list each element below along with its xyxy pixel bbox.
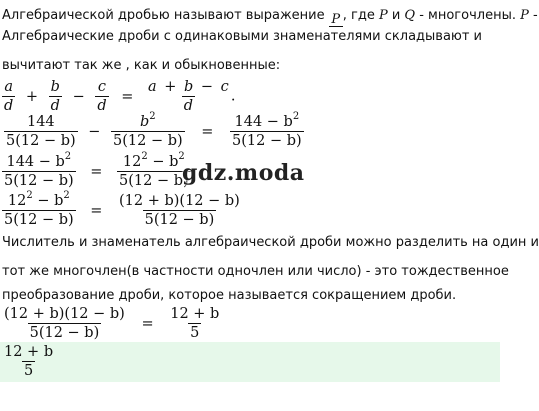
frac-c-d xyxy=(95,78,108,115)
step2-n2-sup: 2 xyxy=(141,151,148,162)
step-3 xyxy=(2,192,242,229)
f1-plus: + xyxy=(25,88,39,105)
step2-n2: 12 xyxy=(122,154,142,170)
f1-b: b xyxy=(50,79,60,95)
step3-n2: (12 + b)(12 − b) xyxy=(119,193,240,209)
step2-frac-1 xyxy=(2,153,76,190)
formula-general xyxy=(2,78,235,115)
step1-d1: 5(12 − b) xyxy=(6,133,76,149)
frac-a-d xyxy=(2,78,15,115)
frac-abc-d xyxy=(146,78,231,115)
answer-den: 5 xyxy=(23,363,34,379)
step1-eq: = xyxy=(201,123,214,140)
step1-d3: 5(12 − b) xyxy=(232,133,302,149)
step-2 xyxy=(2,153,191,190)
rule-line-2: вычитают так же , как и обыкновенные: xyxy=(2,58,281,73)
intro-tail: - многочлены. xyxy=(415,8,521,23)
f1-d1: d xyxy=(4,98,14,114)
step2-n1-sup: 2 xyxy=(64,151,72,162)
step-1 xyxy=(4,113,304,150)
intro-p2: P xyxy=(520,8,529,23)
step1-frac-3 xyxy=(230,113,304,150)
frac-b-d xyxy=(49,78,62,115)
step4-eq: = xyxy=(141,315,154,332)
f1-d2: d xyxy=(50,98,60,114)
step1-d2: 5(12 − b) xyxy=(113,133,183,149)
step4-d2: 5 xyxy=(190,325,200,341)
step2-n1: 144 − b xyxy=(6,154,65,170)
step2-eq: = xyxy=(90,163,103,180)
intro-frac-num: P xyxy=(331,12,341,27)
step2-n2-tail-sup: 2 xyxy=(178,151,185,162)
step1-n2: b xyxy=(140,114,150,130)
intro-q: Q xyxy=(404,8,416,23)
step4-frac-2 xyxy=(168,305,221,342)
step3-eq: = xyxy=(90,202,103,219)
intro-p: P xyxy=(378,8,388,23)
f1-a: a xyxy=(4,79,13,95)
f1-minus: − xyxy=(72,88,85,105)
step3-frac-2 xyxy=(117,192,242,229)
para-line-3: преобразование дроби, которое называется сокращением дроби. xyxy=(2,288,457,303)
intro-lead: Алгебраической дробью называют выражение xyxy=(2,8,329,23)
step1-frac-2 xyxy=(111,113,185,150)
step1-frac-1 xyxy=(4,113,78,150)
step1-n2-sup: 2 xyxy=(149,111,156,122)
step3-d1: 5(12 − b) xyxy=(4,212,74,228)
step4-n2: 12 + b xyxy=(170,306,220,322)
watermark: gdz.moda xyxy=(182,160,305,186)
step2-d2: 5(12 − b) xyxy=(119,173,189,189)
step3-n1-tail: − b xyxy=(32,193,64,209)
answer-num: 12 + b xyxy=(4,344,54,360)
step1-n3-sup: 2 xyxy=(292,111,300,122)
step3-frac-1 xyxy=(2,192,76,229)
step2-d1: 5(12 − b) xyxy=(4,173,74,189)
step1-n3: 144 − b xyxy=(234,114,293,130)
f1-dot: . xyxy=(230,88,236,105)
intro-and: и xyxy=(387,8,405,23)
f1-c: c xyxy=(97,79,107,95)
step3-n1-tail-sup: 2 xyxy=(63,190,70,201)
answer-highlight xyxy=(0,342,500,382)
step2-frac-2 xyxy=(117,153,191,190)
step2-n2-tail: − b xyxy=(147,154,179,170)
para-line-1: Числитель и знаменатель алгебраической дроби можно разделить на один и xyxy=(2,235,539,250)
f1-eq: = xyxy=(121,88,134,105)
f1-den: d xyxy=(183,98,194,114)
step-4 xyxy=(2,305,221,342)
rule-line-1: Алгебраические дроби с одинаковыми знаменателями складывают и xyxy=(2,29,483,44)
f1-d3: d xyxy=(97,98,107,114)
step4-n1: (12 + b)(12 − b) xyxy=(4,306,125,322)
para-line-2: тот же многочлен(в частности одночлен или число) - это тождественное xyxy=(2,264,509,279)
answer-fraction xyxy=(2,343,55,380)
step3-n1: 12 xyxy=(7,193,27,209)
step3-d2: 5(12 − b) xyxy=(144,212,215,228)
step4-frac-1 xyxy=(2,305,127,342)
f1-num: a + b − c xyxy=(148,79,229,95)
intro-tail2: - xyxy=(528,8,538,23)
step1-op: − xyxy=(88,123,101,140)
intro-mid: , где xyxy=(342,8,379,23)
answer xyxy=(2,343,55,380)
step3-n1-sup: 2 xyxy=(26,190,33,201)
step1-n1: 144 xyxy=(26,114,55,130)
step4-d1: 5(12 − b) xyxy=(29,325,100,341)
